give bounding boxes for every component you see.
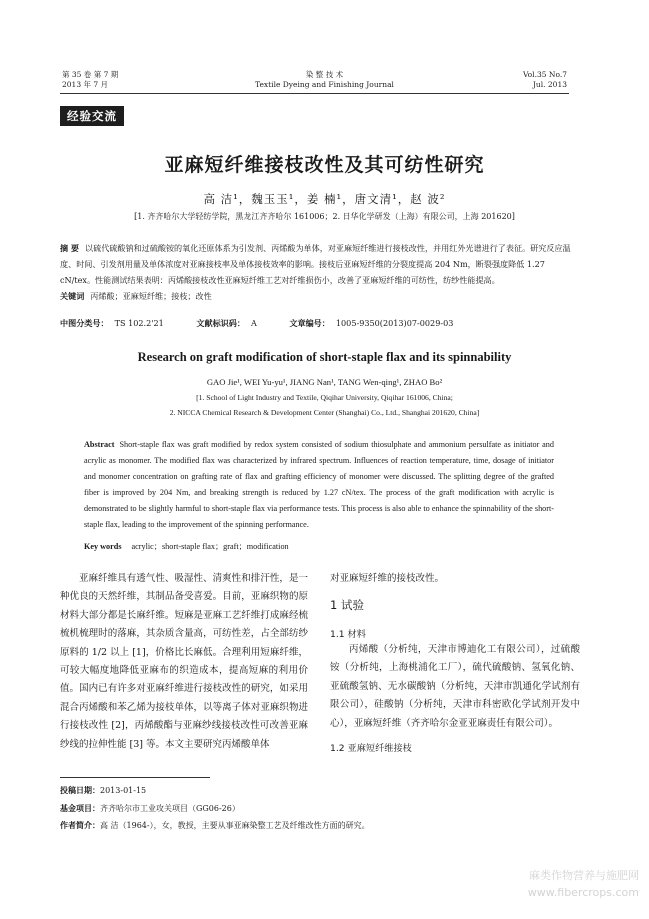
materials-paragraph: 丙烯酸（分析纯，天津市博迪化工有限公司），过硫酸铵（分析纯，上海桃浦化工厂），硫代硫酸钠、氢氧化钠、亚硫酸氢钠、无水碳酸钠（分析纯，天津市凯通化学试剂有限公司），硅酸钠（分析纯，天津市科密欧化学试剂开发中心），亚麻短纤维（齐齐哈尔金亚亚麻责任有限公司）。 <box>330 644 580 729</box>
volume-issue-en: Vol.35 No.7 <box>522 70 567 79</box>
abstract-cn-label: 摘 要 <box>60 243 80 253</box>
publication-date: 2013 年 7 月 <box>62 80 109 89</box>
article-no-value: 1005-9350(2013)07-0029-03 <box>335 318 454 328</box>
footnote-received <box>60 785 146 797</box>
keywords-en <box>84 541 289 552</box>
authors-cn: 高 洁¹，魏玉玉¹，姜 楠¹，唐文清¹，赵 波² <box>203 192 446 206</box>
journal-name-en: Textile Dyeing and Finishing Journal <box>255 80 394 89</box>
author-bio-label: 作者简介： <box>60 821 100 830</box>
doc-code-value: A <box>250 318 257 328</box>
affiliation-cn: [1. 齐齐哈尔大学轻纺学院，黑龙江齐齐哈尔 161006；2. 日华化学研发（上海）有限公司，上海 201620] <box>134 212 515 221</box>
footnote-rule <box>60 777 210 778</box>
classification-row <box>60 317 459 329</box>
received-label: 投稿日期： <box>60 786 100 795</box>
article-no-label: 文章编号： <box>289 318 330 328</box>
abstract-en <box>84 437 554 533</box>
fund-label: 基金项目： <box>60 804 100 813</box>
abstract-cn-text: 以硫代硫酸钠和过硫酸铵的氧化还原体系为引发剂、丙烯酸为单体，对亚麻短纤维进行接枝改性，并用红外光谱进行了表征。研究反应温度、时间、引发剂用量及单体浓度对亚麻接枝率及单体接枝效率的影响。接枝后亚麻短纤维的分裂度提高 204 Nm，断裂强度降低 1.27 cN/tex。性能测试结果表明：丙烯酸接枝改性亚麻短纤维工艺对纤维损伤小，改善了亚麻短纤维的可纺性，纺纱性能提高。 <box>60 243 571 285</box>
author-bio-value: 高 洁（1964-），女，教授，主要从事亚麻染整工艺及纤维改性方面的研究。 <box>100 821 370 830</box>
affiliation-en-1: [1. School of Light Industry and Textile, Qiqihar University, Qiqihar 161006, China; <box>196 393 453 402</box>
fund-value: 齐齐哈尔市工业攻关项目（GG06-26） <box>100 804 240 813</box>
volume-issue: 第 35 卷 第 7 期 <box>62 70 119 79</box>
header-rule <box>60 93 569 94</box>
authors-en: GAO Jie¹, WEI Yu-yu¹, JIANG Nan¹, TANG Wen-qing¹, ZHAO Bo² <box>206 377 443 387</box>
section-tag: 经验交流 <box>60 106 124 126</box>
publication-date-en: Jul. 2013 <box>532 80 567 89</box>
section-heading-1: 1 试验 <box>330 598 364 612</box>
keywords-en-label: Key words <box>84 542 122 551</box>
watermark-url: www.fibercrops.com <box>527 886 639 899</box>
keywords-cn-text: 丙烯酸；亚麻短纤维；接枝；改性 <box>90 291 212 301</box>
section-heading-1-1: 1.1 材料 <box>330 629 366 640</box>
footnote-fund <box>60 803 240 815</box>
affiliation-en-2: 2. NICCA Chemical Research & Development Center (Shanghai) Co., Ltd., Shanghai 201620, China] <box>169 408 480 417</box>
abstract-cn <box>60 240 580 304</box>
body-left-column: 亚麻纤维具有透气性、吸湿性、清爽性和排汗性，是一种优良的天然纤维，其制品备受喜爱。目前，亚麻织物的原材料大部分都是长麻纤维。短麻是亚麻工艺纤维打成麻经梳梳机梳理时的落麻，其杂质含量高，可纺性差，占全部纺纱原料的 1/2 以上 [1]，价格比长麻低。合理利用短麻纤维，可较大幅度地降低亚麻布的织造成本，提高短麻的利用价值。国内已有许多对亚麻纤维进行接枝改性的研究，如采用混合丙烯酸和苯乙烯为接枝单体，以等离子体对亚麻织物进行接枝改性 [2]，丙烯酸酯与亚麻纱线接枝改性可改善亚麻纱线的拉伸性能 [3] 等。本文主要研究丙烯酸单体 <box>60 573 308 750</box>
issue-info-en <box>523 70 567 90</box>
keywords-en-text: acrylic；short-staple flax；graft；modification <box>131 542 289 551</box>
section-heading-1-2: 1.2 亚麻短纤维接枝 <box>330 743 412 754</box>
clc-value: TS 102.2'21 <box>114 318 164 328</box>
clc-label: 中图分类号： <box>60 318 109 328</box>
received-value: 2013-01-15 <box>100 786 147 795</box>
footnote-author <box>60 820 370 832</box>
watermark-site-name: 麻类作物营养与施肥网 <box>529 869 639 882</box>
abstract-en-label: Abstract <box>84 440 115 449</box>
journal-name-cn: 染 整 技 术 <box>305 70 344 79</box>
paper-title-cn: 亚麻短纤维接枝改性及其可纺性研究 <box>164 154 485 176</box>
paper-title-en: Research on graft modification of short-staple flax and its spinnability <box>137 350 512 364</box>
keywords-cn-label: 关键词 <box>60 291 85 301</box>
doc-code-label: 文献标识码： <box>196 318 245 328</box>
body-right-intro: 对亚麻短纤维的接枝改性。 <box>330 573 445 584</box>
abstract-en-text: Short-staple flax was graft modified by redox system consisted of sodium thiosulphate and ammonium persulfate as initiator and acrylic as monomer. The modified flax was characterized by infrared spectrum. Influences of reaction temperature, time, dosage of initiator and monomer concentration on grafting rate of flax and grafting efficiency of monomer were discussed. The splitting degree of the grafted fiber is improved by 204 Nm, and breaking strength is reduced by 1.27 cN/tex. The process of the graft modification with acrylic is demonstrated to be slightly harmful to short-staple flax via performance tests. This process is also able to enhance the spinnability of the short-staple flax, leading to the improvement of the spinning performance. <box>84 440 554 529</box>
